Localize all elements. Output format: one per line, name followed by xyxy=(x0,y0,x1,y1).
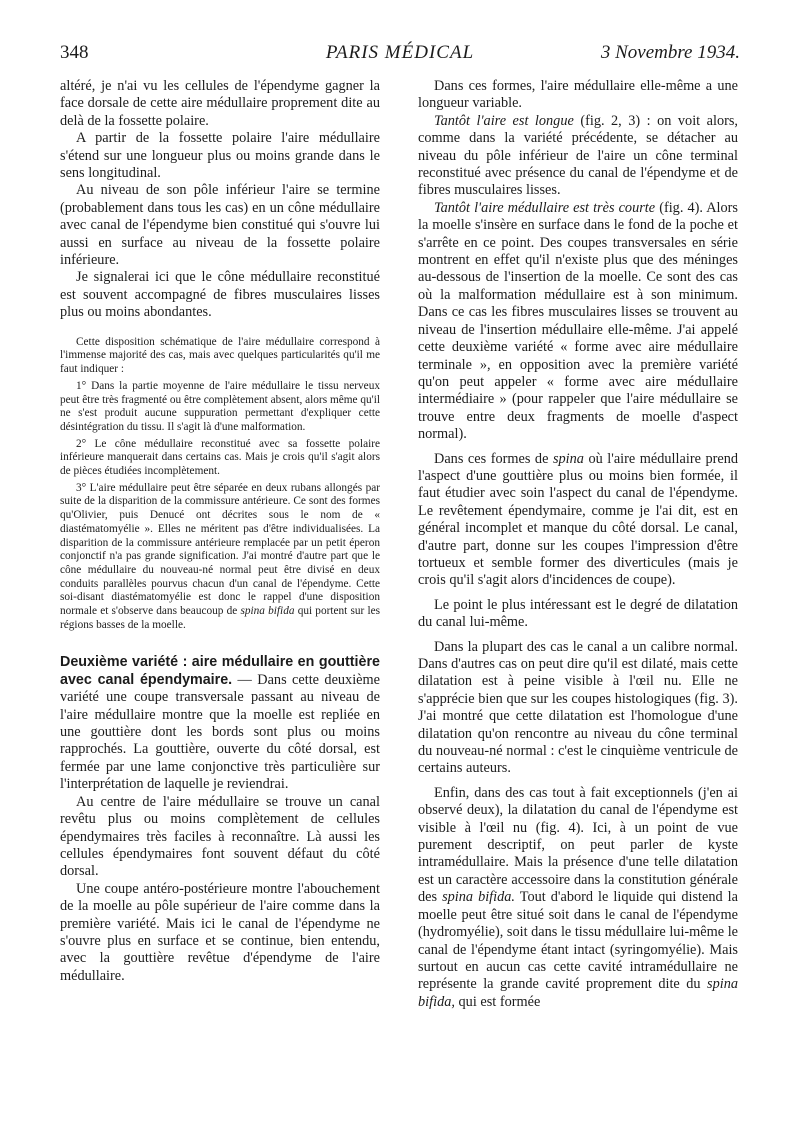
paragraph: Le point le plus intéressant est le degré de dilatation du canal lui-même. xyxy=(418,596,738,631)
paragraph: Au centre de l'aire médullaire se trouve un canal revêtu plus ou moins complètement de cellules épendymaires très faciles à reconnaître. Là aussi les cellules épendymaires font souvent défaut du côté dorsal. xyxy=(60,793,380,880)
right-column xyxy=(418,78,738,1011)
left-column xyxy=(60,78,380,985)
paragraph: Dans la plupart des cas le canal a un calibre normal. Dans d'autres cas on peut dire qu'il est dilaté, mais cette dilatation est à peine visible à l'œil nu. Elle ne s'apprécie bien que sur les coupes histologiques (fig. 3). J'ai montré que cette dilatation est l'homologue d'une dilatation qu'on rencontre au niveau du cône terminal du nouveau-né normal : c'est le cinquième ventricule de certains auteurs. xyxy=(418,638,738,777)
paragraph: Dans ces formes de spina où l'aire médullaire prend l'aspect d'une gouttière plus ou moins bien formée, il faut étudier avec soin l'aspect du canal de l'épendyme. Le revêtement épendymaire, comme je l'ai dit, est en général incomplet et manque du côté dorsal. Le canal, d'autre part, donne sur les coupes l'impression d'être tortueux et semble former des diverticules (mais je crois qu'il s'agit alors d'incidences de coupe). xyxy=(418,450,738,589)
paragraph: Dans ces formes, l'aire médullaire elle-même a une longueur variable. xyxy=(418,78,738,112)
footnote-item-3: 3° L'aire médullaire peut être séparée en deux rubans allongés par suite de la disparition de la commissure antérieure. Ce sont des formes qu'Olivier, puis Denucé ont décrites sous le nom de « diastématomyélie ». Elles ne méritent pas d'être individualisées. La disparition de la commissure antérieure remplacée par un petit éperon conjonctif n'a pas grande signification. J'ai montré d'autre part que le cône médullaire du nouveau-né normal peut être divisé en deux conduits parallèles pourvus chacun d'un canal de l'épendyme. Cette soi-disant diastématomyélie est donc le rappel d'une disposition normale et s'observe dans beaucoup de spina bifida qui portent sur les régions basses de la moelle. xyxy=(60,481,381,631)
paragraph: A partir de la fossette polaire l'aire médullaire s'étend sur une longueur plus ou moins grande dans le sens longitudinal. xyxy=(60,130,380,182)
footnote-item-1: 1° Dans la partie moyenne de l'aire médullaire le tissu nerveux peut être très fragmenté ou être complètement absent, alors même qu'il ne s'est produit aucune suppuration permettant d'expliquer cette désintégration du tissu. Il s'agit là d'une malformation. xyxy=(60,379,380,433)
paragraph: Tantôt l'aire médullaire est très courte (fig. 4). Alors la moelle s'insère en surface dans le fond de la poche et s'arrête en ce point. Des coupes transversales en série montrent en effet qu'il n'existe plus que des méninges au-dessous de l'insertion de la moelle. Ce sont des cas où la malformation médullaire est à son minimum. Dans ce cas les fibres musculaires lisses se trouvent au niveau de l'insertion médullaire elle-même. J'ai appelé cette deuxième variété « forme avec aire médullaire terminale », en opposition avec la première variété qu'on peut appeler « forme avec aire médullaire intermédiaire » (pour rappeler que l'aire médullaire se trouve entre deux fragments de moelle d'aspect normal). xyxy=(418,199,738,443)
page-header xyxy=(60,42,740,76)
page-number: 348 xyxy=(60,42,89,63)
paragraph: Tantôt l'aire est longue (fig. 2, 3) : on voit alors, comme dans la variété précédente, se détacher au niveau du pôle inférieur de l'aire un cône terminal reconstitué avec présence du canal de l'épendyme et de fibres musculaires lisses. xyxy=(418,112,739,199)
paragraph: Une coupe antéro-postérieure montre l'abouchement de la moelle au pôle supérieur de l'aire comme dans la première variété. Mais ici le canal de l'épendyme ne s'ouvre plus en surface et se continue, bien entendu, avec la gouttière revêtue d'épendyme de l'aire médullaire. xyxy=(60,880,380,984)
paragraph: altéré, je n'ai vu les cellules de l'épendyme gagner la face dorsale de cette aire médullaire proprement dite au delà de la fossette polaire. xyxy=(60,78,380,129)
emphasis: spina bifida, xyxy=(418,976,739,1010)
footnote-block xyxy=(60,336,380,633)
section-paragraph: Deuxième variété : aire médullaire en gouttière avec canal épendymaire. — Dans cette deuxième variété une coupe transversale passant au niveau de l'aire médullaire montre que la moelle est repliée en une gouttière dont les bords sont plus ou moins rapprochés. La gouttière, ouverte du côté dorsal, est fermée par une lame conjonctive très particulière sur l'interprétation de laquelle je reviendrai. xyxy=(60,654,380,793)
footnote-item-2: 2° Le cône médullaire reconstitué avec sa fossette polaire inférieure manquerait dans certains cas. Mais je crois qu'il s'agit alors de pièces étudiées incomplètement. xyxy=(60,437,380,478)
journal-title: PARIS MÉDICAL xyxy=(325,42,475,63)
emphasis: spina xyxy=(552,450,584,467)
section-heading: Deuxième variété : aire médullaire en gouttière avec canal épendymaire. xyxy=(60,654,380,688)
emphasis: spina bifida. xyxy=(442,889,516,906)
emphasis: spina bifida xyxy=(240,605,295,618)
paragraph: Au niveau de son pôle inférieur l'aire se termine (probablement dans tous les cas) en un cône médullaire avec canal de l'épendyme bien constitué qui s'ouvre lui aussi en surface au niveau de la fossette polaire inférieure. xyxy=(60,182,380,269)
issue-date: 3 Novembre 1934. xyxy=(600,42,740,63)
emphasis: Tantôt l'aire médullaire est très courte xyxy=(434,199,656,216)
paragraph: Je signalerai ici que le cône médullaire reconstitué est souvent accompagné de fibres musculaires lisses plus ou moins abondantes. xyxy=(60,269,380,321)
emphasis: Tantôt l'aire est longue xyxy=(434,112,574,129)
paragraph: Enfin, dans des cas tout à fait exceptionnels (j'en ai observé deux), la dilatation du canal de l'épendyme est visible à l'œil nu (fig. 4). Ici, à un point de vue purement descriptif, on peut parler de kyste intramédullaire. Mais la présence d'une telle dilatation est un caractère accessoire dans la constitution générale des spina bifida. Tout d'abord le liquide qui distend la moelle peut être situé soit dans le canal de l'épendyme (hydromyélie), soit dans le tissu médullaire lui-même le canal de l'épendyme étant intact (syringomyélie). Mais surtout en aucun cas cette cavité intramédullaire ne représente la grande cavité proprement dite du spina bifida, qui est formée xyxy=(418,784,739,1010)
footnote-intro: Cette disposition schématique de l'aire médullaire correspond à l'immense majorité des cas, mais avec quelques particularités qu'il me faut indiquer : xyxy=(60,335,380,376)
